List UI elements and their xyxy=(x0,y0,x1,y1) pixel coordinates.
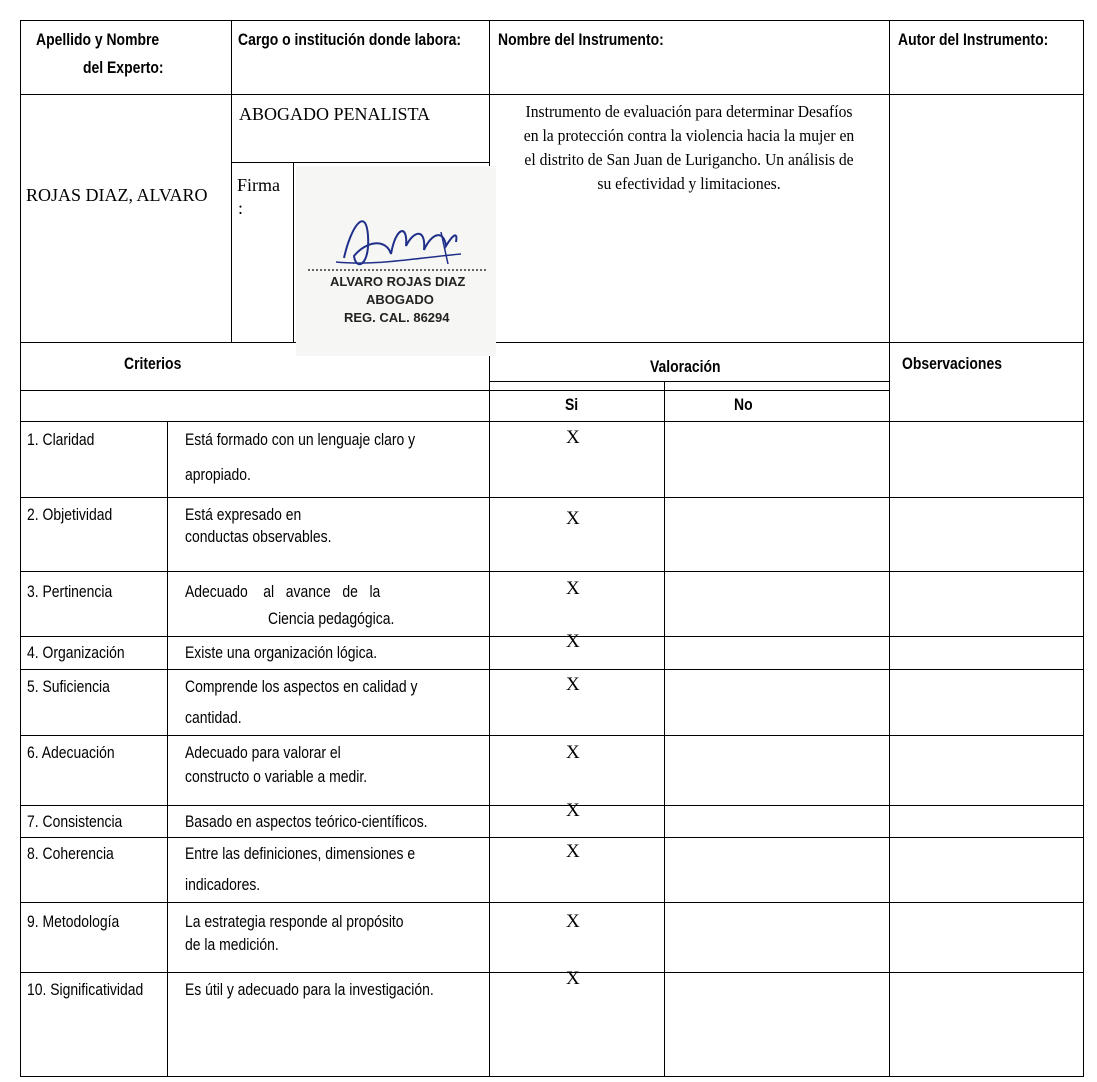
criterion-label: 8. Coherencia xyxy=(27,844,114,863)
header-cargo: Cargo o institución donde labora: xyxy=(238,30,462,49)
criterion-description: Comprende los aspectos en calidad y xyxy=(185,677,418,696)
rule xyxy=(167,421,168,1077)
si-mark: X xyxy=(566,427,580,448)
instrument-title-line: Instrumento de evaluación para determinar Desafíos xyxy=(525,102,853,121)
rule xyxy=(889,20,890,1077)
expert-name: ROJAS DIAZ, ALVARO xyxy=(26,185,208,205)
criterion-label: 2. Objetividad xyxy=(27,505,113,524)
criterion-description: constructo o variable a medir. xyxy=(185,767,368,786)
instrument-title-line: el distrito de San Juan de Lurigancho. Un análisis de xyxy=(524,150,854,169)
header-expert-name: Apellido y Nombre xyxy=(36,30,160,49)
rule xyxy=(20,1076,1083,1077)
signature-stamp xyxy=(296,166,496,356)
si-mark: X xyxy=(566,841,580,862)
rule xyxy=(1083,20,1084,1077)
criterion-description: Está formado con un lenguaje claro y xyxy=(185,430,416,449)
valoracion-header: Valoración xyxy=(650,357,721,376)
criterion-label: 4. Organización xyxy=(27,643,125,662)
criterion-description: Está expresado en xyxy=(185,505,302,524)
rule xyxy=(20,837,1083,838)
criterion-label: 6. Adecuación xyxy=(27,743,115,762)
criterion-description: indicadores. xyxy=(185,875,261,894)
rule xyxy=(20,571,1083,572)
rule xyxy=(489,381,889,382)
criterion-description: Adecuado al avance de la xyxy=(185,582,381,601)
criterion-description: Es útil y adecuado para la investigación. xyxy=(185,980,434,999)
stamp-name: ALVARO ROJAS DIAZ xyxy=(330,274,466,289)
criterion-description: Existe una organización lógica. xyxy=(185,643,378,662)
rule xyxy=(20,342,1083,343)
rule xyxy=(20,735,1083,736)
criterion-description: apropiado. xyxy=(185,465,251,484)
rule xyxy=(231,20,232,343)
criterion-label: 7. Consistencia xyxy=(27,812,123,831)
si-mark: X xyxy=(566,508,580,529)
si-mark: X xyxy=(566,578,580,599)
header-expert-name-2: del Experto: xyxy=(83,58,164,77)
rule xyxy=(20,421,1083,422)
criterion-description: de la medición. xyxy=(185,935,279,954)
criterion-label: 3. Pertinencia xyxy=(27,582,113,601)
signature-scribble xyxy=(296,166,496,356)
criterion-description: La estrategia responde al propósito xyxy=(185,912,404,931)
criterion-label: 5. Suficiencia xyxy=(27,677,110,696)
criterion-description: Basado en aspectos teórico-científicos. xyxy=(185,812,428,831)
observaciones-header: Observaciones xyxy=(902,354,1002,373)
rule xyxy=(20,20,21,1077)
instrument-title xyxy=(491,100,887,196)
criterion-description: Ciencia pedagógica. xyxy=(268,609,395,628)
rule xyxy=(20,20,1083,21)
rule xyxy=(664,381,665,1077)
si-mark: X xyxy=(566,631,580,652)
si-mark: X xyxy=(566,800,580,821)
firma-label: Firma xyxy=(237,175,280,195)
header-instrument-author: Autor del Instrumento: xyxy=(898,30,1049,49)
no-header: No xyxy=(734,395,753,414)
expert-cargo: ABOGADO PENALISTA xyxy=(239,104,431,124)
rule xyxy=(20,972,1083,973)
criterios-header: Criterios xyxy=(124,354,182,373)
criterion-description: cantidad. xyxy=(185,708,242,727)
criterion-description: Adecuado para valorar el xyxy=(185,743,341,762)
stamp-reg: REG. CAL. 86294 xyxy=(344,310,450,325)
si-mark: X xyxy=(566,968,580,989)
firma-colon: : xyxy=(238,198,244,218)
rule xyxy=(20,902,1083,903)
rule xyxy=(20,390,889,391)
criterion-label: 10. Significatividad xyxy=(27,980,144,999)
criterion-label: 1. Claridad xyxy=(27,430,95,449)
rule xyxy=(20,94,1083,95)
rule xyxy=(20,636,1083,637)
header-instrument-name: Nombre del Instrumento: xyxy=(498,30,664,49)
criterion-label: 9. Metodología xyxy=(27,912,120,931)
criterion-description: Entre las definiciones, dimensiones e xyxy=(185,844,416,863)
criterion-description: conductas observables. xyxy=(185,527,332,546)
stamp-title: ABOGADO xyxy=(366,292,434,307)
rule xyxy=(293,163,294,343)
si-mark: X xyxy=(566,742,580,763)
instrument-title-line: en la protección contra la violencia hacia la mujer en xyxy=(523,126,855,145)
rule xyxy=(20,805,1083,806)
instrument-title-line: su efectividad y limitaciones. xyxy=(597,174,781,193)
rule xyxy=(20,669,1083,670)
si-mark: X xyxy=(566,674,580,695)
rule xyxy=(20,497,1083,498)
si-mark: X xyxy=(566,911,580,932)
si-header: Si xyxy=(565,395,579,414)
rule xyxy=(231,162,489,163)
